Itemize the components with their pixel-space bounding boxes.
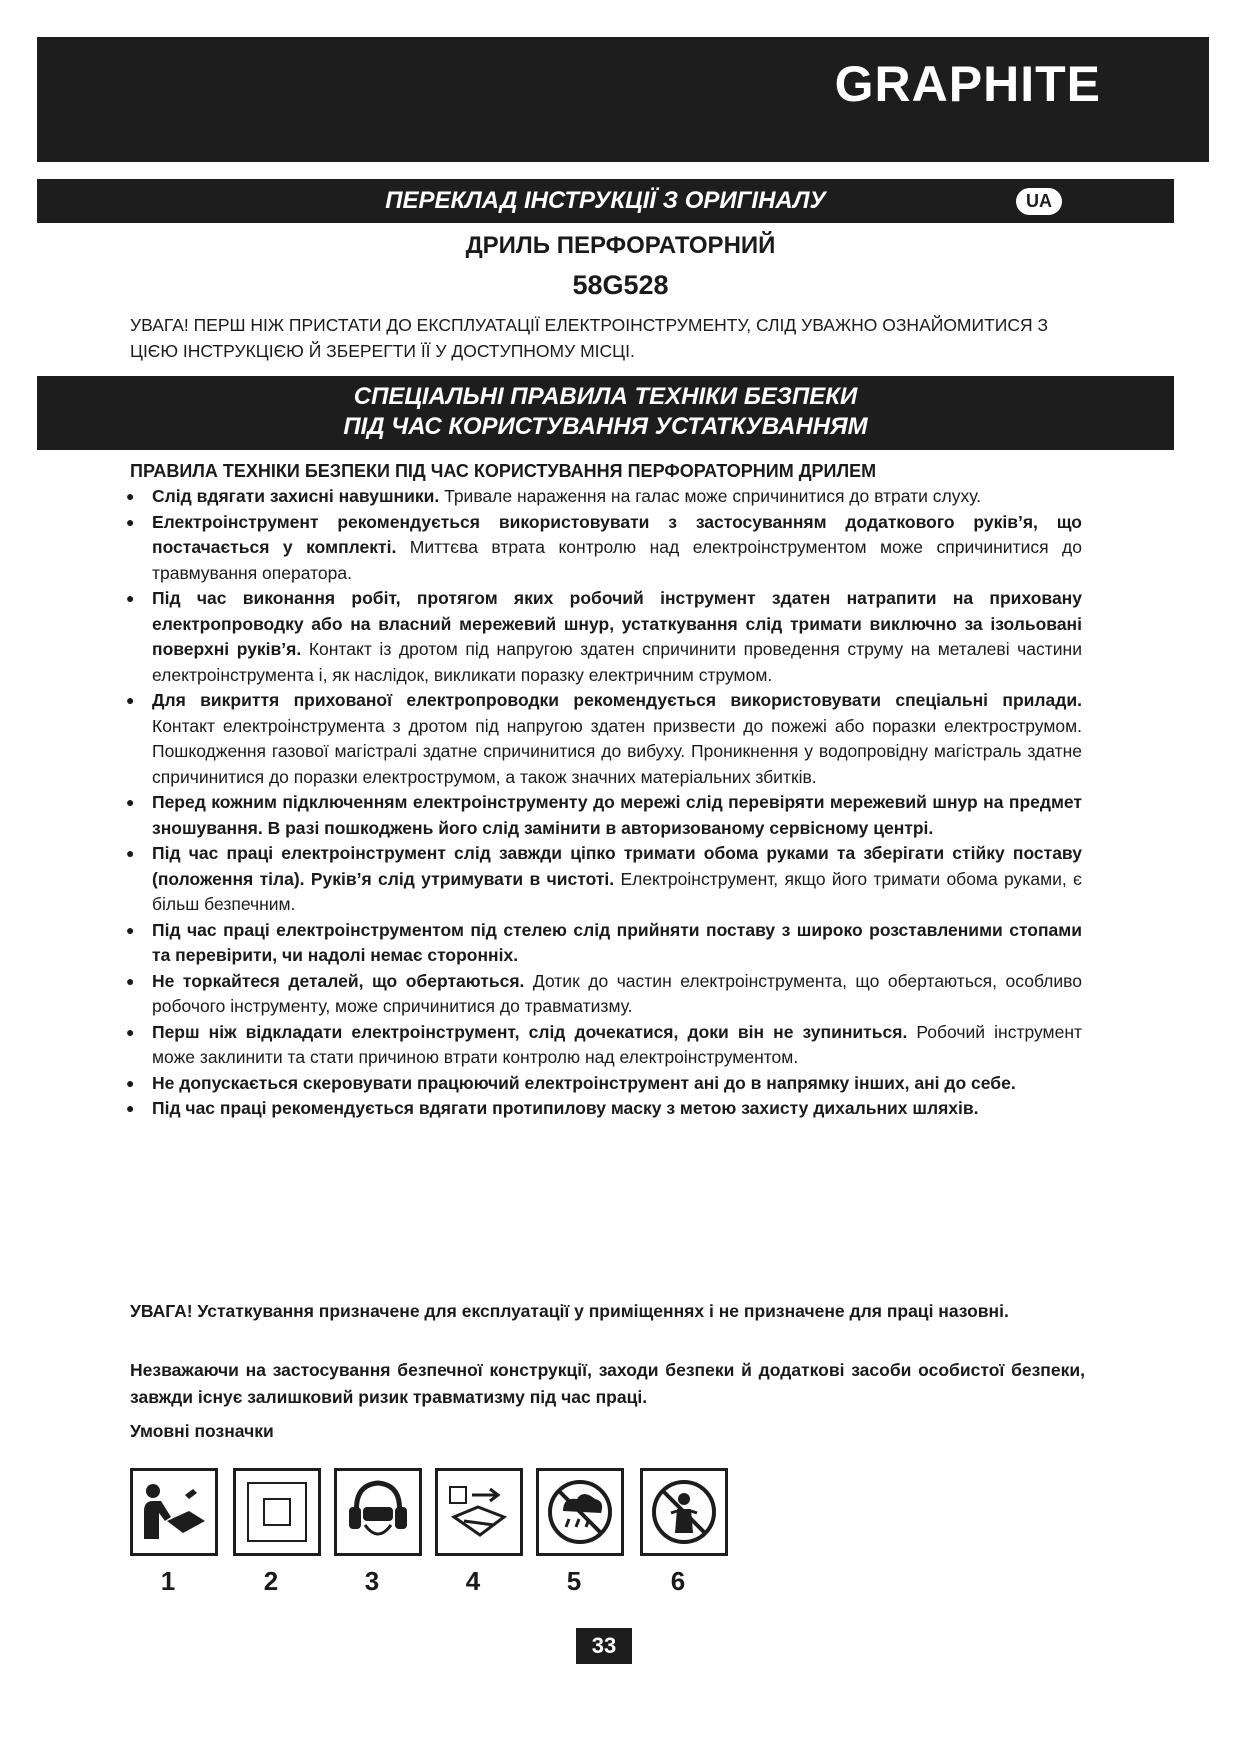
ear-eye-protection-icon — [334, 1468, 422, 1556]
list-item — [122, 918, 1082, 969]
top-warning: УВАГА! ПЕРШ НІЖ ПРИСТАТИ ДО ЕКСПЛУАТАЦІЇ ЕЛЕКТРОІНСТРУМЕНТУ, СЛІД УВАЖНО ОЗНАЙОМИТИСЯ З ЦІЄЮ ІНСТРУКЦІЄЮ Й ЗБЕРЕГТИ ЇЇ У ДОСТУПНОМУ МІСЦІ. — [130, 315, 1049, 361]
symbol-number: 4 — [465, 1566, 481, 1596]
rule-text: Контакт електроінструмента з дротом під напругою здатен призвести до пожежі або поразки електрострумом. Пошкодження газової магістралі здатне спричинитися до вибуху. Проникнення у водопровідну магістраль здатне спричинитися до поразки електрострумом, а також значних матеріальних збитків. — [152, 715, 1082, 787]
rule-bold: Слід вдягати захисні навушники. — [152, 486, 440, 506]
rule-text: Дотик до частин електроінструмента, що обертаються, особливо робочого інструменту, може спричинитися до травматизму. — [152, 970, 1082, 1016]
safety-bar-line1: СПЕЦІАЛЬНІ ПРАВИЛА ТЕХНІКИ БЕЗПЕКИ — [353, 383, 858, 410]
rule-bold: Для викриття прихованої електропроводки рекомендується використовувати спеціальні прилади. — [152, 690, 1082, 710]
no-rain-icon — [536, 1468, 624, 1556]
safety-bar-line2: ПІД ЧАС КОРИСТУВАННЯ УСТАТКУВАННЯМ — [343, 413, 868, 440]
read-manual-icon — [130, 1468, 218, 1556]
symbol-number: 1 — [160, 1566, 176, 1596]
rule-text: Миттєва втрата контролю над електроінструментом може спричинитися до травмування оператора. — [152, 537, 1083, 583]
rule-text: Робочий інструмент може заклинити та стати причиною втрати контролю над електроінструментом. — [152, 1021, 1083, 1067]
symbol-number: 5 — [566, 1566, 582, 1596]
list-item — [122, 586, 1082, 688]
translation-title: ПЕРЕКЛАД ІНСТРУКЦІЇ З ОРИГІНАЛУ — [385, 187, 826, 214]
safety-bar — [37, 376, 1174, 450]
page-number: 33 — [576, 1628, 632, 1664]
safety-rules-list — [122, 484, 1082, 1122]
rule-bold: Перш ніж відкладати електроінструмент, слід дочекатися, доки він не зупиниться. — [152, 1021, 908, 1042]
list-item — [122, 510, 1082, 587]
translation-bar — [37, 179, 1174, 223]
list-item — [122, 841, 1082, 918]
language-badge: UA — [1016, 188, 1062, 215]
list-item — [122, 969, 1082, 1020]
rule-bold: Під час праці електроінструментом під стелею слід прийняти поставу з широко розставленими стопами та перевірити, чи надолі немає сторонніх. — [152, 919, 1082, 965]
section-heading: ПРАВИЛА ТЕХНІКИ БЕЗПЕКИ ПІД ЧАС КОРИСТУВАННЯ ПЕРФОРАТОРНИМ ДРИЛЕМ — [130, 461, 877, 481]
list-item — [122, 790, 1082, 841]
list-item — [122, 688, 1082, 790]
rule-bold: Під час праці рекомендується вдягати протипилову маску з метою захисту дихальних шляхів. — [152, 1098, 979, 1118]
indoor-use-note: УВАГА! Устаткування призначене для експлуатації у приміщеннях і не призначене для праці назовні. — [130, 1301, 1009, 1321]
rule-bold: Під час праці електроінструмент слід завжди ціпко тримати обома руками та зберігати стійку поставу (положення тіла). Руків’я слід утримувати в чистоті. — [152, 843, 1082, 889]
list-item — [122, 1071, 1082, 1097]
double-insulation-icon — [233, 1468, 321, 1556]
rule-text: Контакт із дротом під напругою здатен спричинити проведення струму на металеві частини електроінструмента і, як наслідок, викликати поразку електричним струмом. — [152, 639, 1082, 685]
symbol-number: 2 — [263, 1566, 279, 1596]
rule-bold: Не допускається скеровувати працюючий електроінструмент ані до в напрямку інших, ані до себе. — [152, 1072, 1016, 1093]
rule-text: Тривале нараження на галас може спричинитися до втрати слуху. — [439, 486, 982, 506]
list-item — [122, 1096, 1082, 1122]
keep-children-away-icon — [640, 1468, 728, 1556]
rule-bold: Електроінструмент рекомендується використовувати з застосуванням додаткового руків’я, що постачається у комплекті. — [152, 511, 1082, 557]
rule-text: Електроінструмент, якщо його тримати обома руками, є більш безпечним. — [152, 868, 1082, 914]
residual-risk-note: Незважаючи на застосування безпечної конструкції, заходи безпеки й додаткові засоби особистої безпеки, завжди існує залишковий ризик травматизму під час праці. — [130, 1360, 1085, 1407]
brand-logo: GRAPHITE — [834, 56, 1101, 112]
symbols-heading: Умовні позначки — [130, 1421, 274, 1441]
rule-bold: Перед кожним підключенням електроінструменту до мережі слід перевіряти мережевий шнур на предмет зношування. В разі пошкоджень його слід замінити в авторизованому сервісному центрі. — [152, 792, 1082, 838]
symbol-number: 6 — [670, 1566, 686, 1596]
list-item — [122, 1020, 1082, 1071]
product-model: 58G528 — [572, 270, 669, 300]
rule-bold: Не торкайтеся деталей, що обертаються. — [152, 970, 525, 991]
symbol-number: 3 — [364, 1566, 380, 1596]
list-item — [122, 484, 1082, 510]
rule-bold: Під час виконання робіт, протягом яких робочий інструмент здатен натрапити на приховану електропроводку або на власний мережевий шнур, устаткування слід тримати виключно за ізольовані поверхні руків’я. — [152, 588, 1082, 659]
product-name: ДРИЛЬ ПЕРФОРАТОРНИЙ — [465, 232, 776, 259]
unplug-before-service-icon — [435, 1468, 523, 1556]
